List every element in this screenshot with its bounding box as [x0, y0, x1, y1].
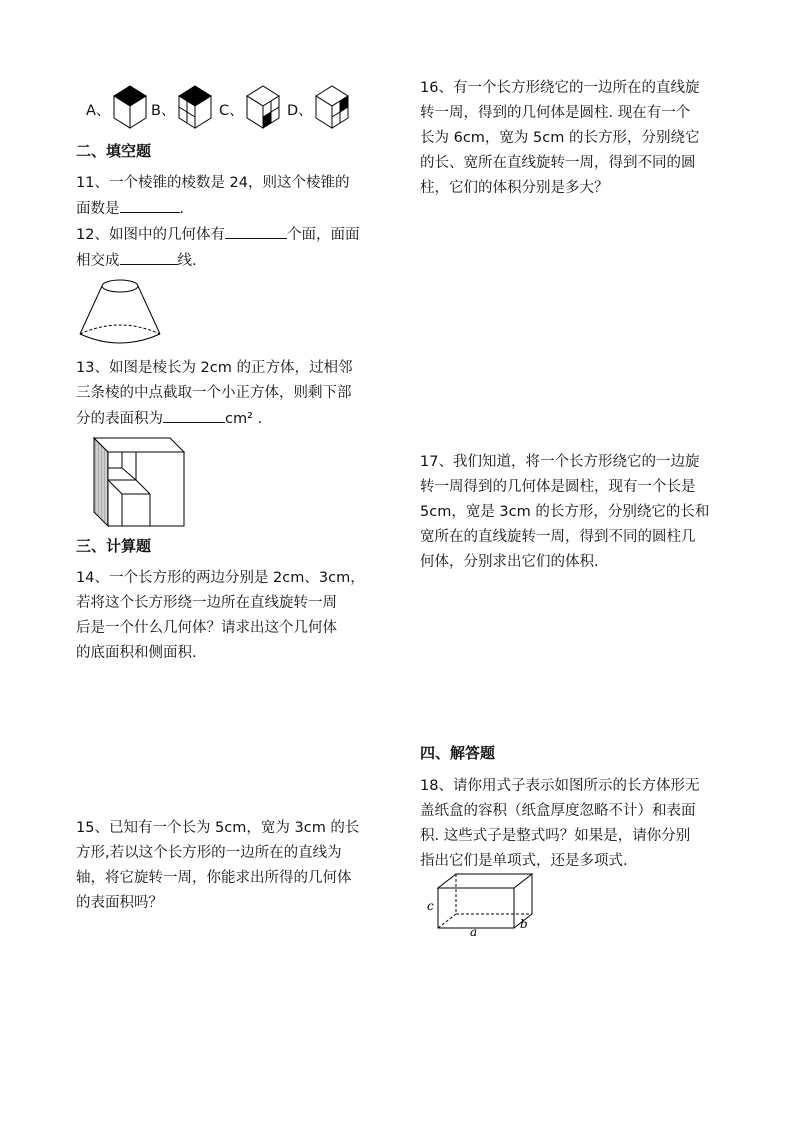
- q16-line2: 转一周，得到的几何体是圆柱. 现在有一个: [420, 105, 691, 121]
- cube-option-c-figure: [247, 86, 279, 130]
- q18-line2: 盖纸盒的容积（纸盒厚度忽略不计）和表面: [420, 803, 696, 819]
- q11-answer-blank[interactable]: [120, 196, 180, 213]
- section-fill-title: 二、填空题: [76, 142, 152, 160]
- q11-end: .: [179, 201, 185, 217]
- q16-line4: 的长、宽所在直线旋转一周，得到不同的圆: [420, 155, 696, 171]
- q17-line1: 17、我们知道，将一个长方形绕它的一边旋: [420, 454, 700, 470]
- q11-line1: 11、一个棱锥的棱数是 24，则这个棱锥的: [76, 175, 350, 191]
- q12-line1a: 12、如图中的几何体有: [76, 227, 225, 243]
- cube-option-b-figure: [179, 86, 211, 130]
- cut-cube-figure: [92, 436, 188, 528]
- q16-line3: 长为 6cm，宽为 5cm 的长方形，分别绕它: [420, 130, 700, 146]
- question-16: [420, 76, 735, 201]
- option-d-label: D、: [287, 103, 313, 119]
- q11-line2: 面数是: [76, 201, 120, 217]
- option-a-label: A、: [86, 103, 111, 119]
- q14-line2: 若将这个长方形绕一边所在直线旋转一周: [76, 595, 337, 611]
- q14-line4: 的底面积和侧面积.: [76, 645, 197, 661]
- q18-line1: 18、请你用式子表示如图所示的长方体形无: [420, 778, 700, 794]
- q14-line1: 14、一个长方形的两边分别是 2cm、3cm，: [76, 570, 365, 586]
- box-label-c: c: [427, 899, 434, 913]
- q12-line1b: 个面，面面: [286, 227, 360, 243]
- q16-line1: 16、有一个长方形绕它的一边所在的直线旋: [420, 80, 700, 96]
- q12-line2a: 相交成: [76, 253, 120, 269]
- question-11: [76, 171, 376, 222]
- q15-line4: 的表面积吗？: [76, 895, 163, 911]
- q12-lines-blank[interactable]: [120, 248, 178, 265]
- q18-line4: 指出它们是单项式，还是多项式.: [420, 853, 628, 869]
- question-14: [76, 566, 381, 666]
- section-answer-title: 四、解答题: [420, 744, 496, 762]
- q18-line3: 积. 这些式子是整式吗？如果是，请你分别: [420, 828, 691, 844]
- q13-line1: 13、如图是棱长为 2cm 的正方体，过相邻: [76, 360, 353, 376]
- q15-line3: 轴，将它旋转一周，你能求出所得的几何体: [76, 870, 352, 886]
- q15-line2: 方形,若以这个长方形的一边所在的直线为: [76, 845, 342, 861]
- q16-line5: 柱，它们的体积分别是多大？: [420, 180, 609, 196]
- question-15: [76, 816, 381, 916]
- question-18: [420, 774, 735, 874]
- q17-line3: 5cm，宽是 3cm 的长方形，分别绕它的长和: [420, 504, 710, 520]
- cube-option-d-figure: [316, 86, 348, 130]
- box-label-b: b: [520, 917, 528, 931]
- q12-faces-blank[interactable]: [225, 222, 287, 239]
- option-b-label: B、: [151, 103, 176, 119]
- q13-line3a: 分的表面积为: [76, 411, 163, 427]
- question-17: [420, 450, 735, 575]
- q13-line2: 三条棱的中点截取一个小正方体，则剩下部: [76, 385, 352, 401]
- q17-line4: 宽所在的直线旋转一周，得到不同的圆柱几: [420, 529, 696, 545]
- frustum-figure: [78, 278, 162, 346]
- q12-line2b: 线.: [177, 253, 197, 269]
- section-calc-title: 三、计算题: [76, 537, 152, 555]
- option-c-label: C、: [219, 103, 244, 119]
- q17-line2: 转一周得到的几何体是圆柱，现有一个长是: [420, 479, 696, 495]
- cuboid-box-figure: [424, 870, 536, 938]
- box-label-a: a: [470, 925, 478, 939]
- cube-option-a-figure: [114, 86, 146, 130]
- q15-line1: 15、已知有一个长为 5cm，宽为 3cm 的长: [76, 820, 360, 836]
- q13-area-blank[interactable]: [163, 406, 225, 423]
- question-12: [76, 222, 376, 274]
- q13-line3b: cm² .: [225, 411, 263, 427]
- question-13: [76, 356, 381, 432]
- q17-line5: 何体，分别求出它们的体积.: [420, 554, 599, 570]
- q14-line3: 后是一个什么几何体？请求出这个几何体: [76, 620, 337, 636]
